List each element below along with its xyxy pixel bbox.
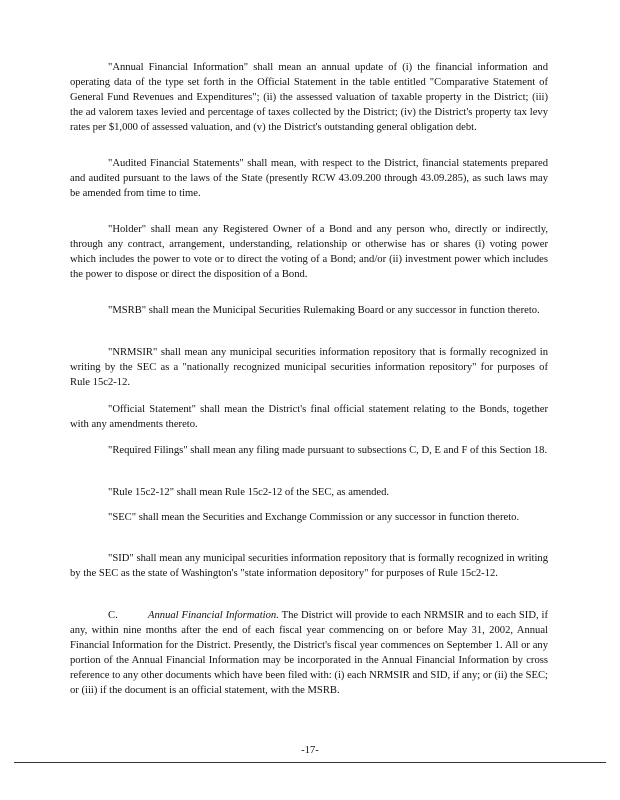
section-c-letter: C. bbox=[108, 610, 118, 621]
definition-sec: "SEC" shall mean the Securities and Exchange Commission or any successor in function thereto. bbox=[108, 512, 520, 523]
definition-sid: "SID" shall mean any municipal securities information repository that is formally recognized in writing by the SEC as the state of Washington's "state information depository" for purposes of Rule 15c2-12. bbox=[70, 553, 548, 579]
definition-official-statement: "Official Statement" shall mean the District's final official statement relating to the Bonds, together with any amendments thereto. bbox=[70, 404, 548, 430]
definition-rule-15c2-12: "Rule 15c2-12" shall mean Rule 15c2-12 of the SEC, as amended. bbox=[108, 487, 390, 498]
definition-nrmsir: "NRMSIR" shall mean any municipal securities information repository that is formally recognized in writing by the SEC as a "nationally recognized municipal securities information repository" for purposes of Rule 15c2-12. bbox=[70, 347, 548, 388]
definition-audited-financial-statements: "Audited Financial Statements" shall mean, with respect to the District, financial statements prepared and audited pursuant to the laws of the State (presently RCW 43.09.200 through 43.09.285), as such laws may be amended from time to time. bbox=[70, 158, 548, 199]
definition-msrb: "MSRB" shall mean the Municipal Securities Rulemaking Board or any successor in function thereto. bbox=[108, 305, 540, 316]
page-number: -17- bbox=[301, 745, 319, 756]
section-c-body: The District will provide to each NRMSIR and to each SID, if any, within nine months after the end of each fiscal year commencing on or before May 31, 2002, Annual Financial Information for the District. Presently, the District's fiscal year commences on September 1. All or any portion of the Annual Financial Information may be incorporated in the Annual Financial Information by cross reference to any other documents which have been filed with: (i) each NRMSIR and SID, if any; or (ii) the SEC; or (iii) if the document is an official statement, with the MSRB. bbox=[70, 610, 548, 696]
definition-holder: "Holder" shall mean any Registered Owner of a Bond and any person who, directly or indirectly, through any contract, arrangement, understanding, relationship or otherwise has or shares (i) voting power which includes the power to vote or to direct the voting of a Bond; and/or (ii) investment power which includes the power to dispose or direct the disposition of a Bond. bbox=[70, 224, 548, 280]
definition-annual-financial-information: "Annual Financial Information" shall mean an annual update of (i) the financial information and operating data of the type set forth in the Official Statement in the table entitled "Comparative Statement of General Fund Revenues and Expenditures"; (ii) the assessed valuation of taxable property in the District; (iii) the ad valorem taxes levied and percentage of taxes collected by the District; (iv) the District's property tax levy rates per $1,000 of assessed valuation, and (v) the District's outstanding general obligation debt. bbox=[70, 62, 548, 133]
definition-required-filings: "Required Filings" shall mean any filing made pursuant to subsections C, D, E and F of this Section 18. bbox=[108, 445, 548, 456]
footer-rule bbox=[14, 762, 606, 763]
section-c-annual-financial-information bbox=[70, 608, 548, 698]
section-c-heading: Annual Financial Information. bbox=[148, 610, 279, 621]
